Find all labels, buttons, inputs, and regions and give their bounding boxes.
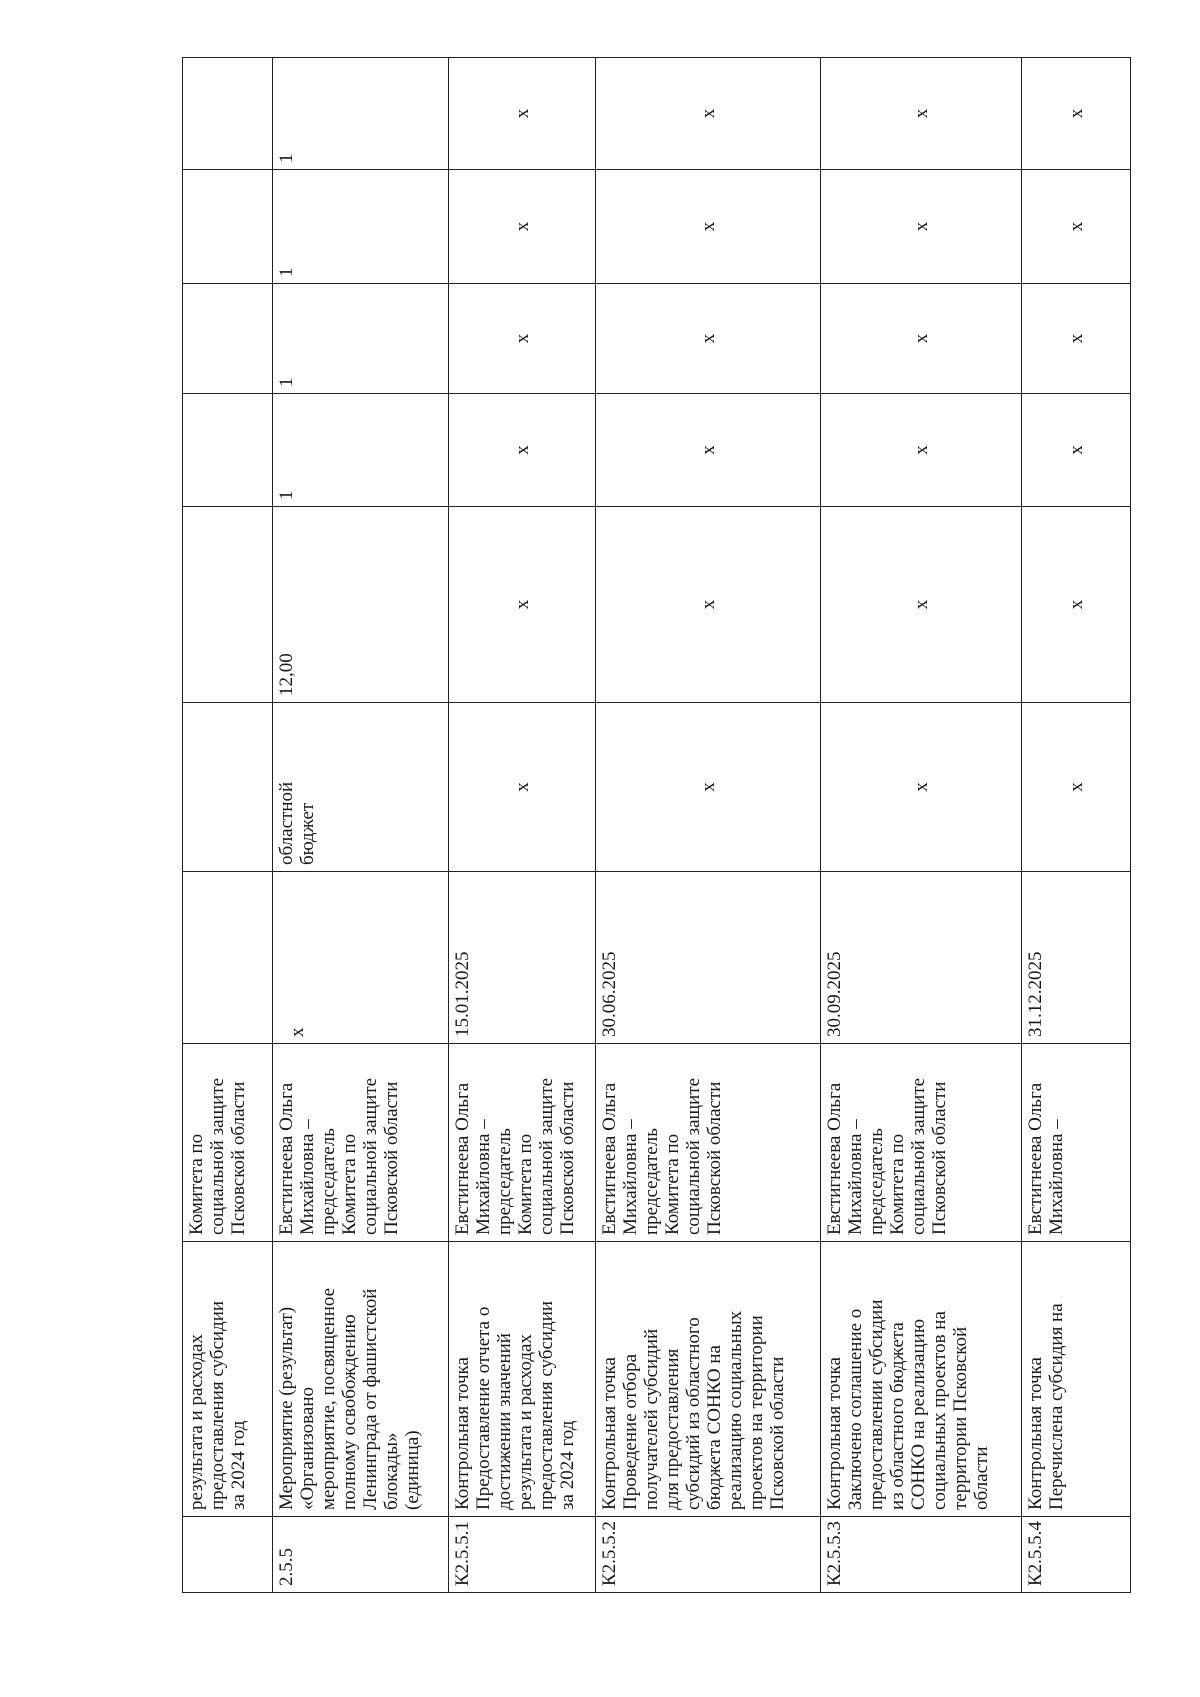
table-row-2-5-5 [273, 58, 449, 1593]
cell-responsible: Комитета по социальной защите Псковской области [183, 1044, 273, 1242]
cell-value-1: 1 [273, 394, 449, 507]
cell-responsible: Евстигнеева Ольга Михайловна – председатель Комитета по социальной защите Псковской области [596, 1044, 821, 1242]
cell-date: х [273, 872, 449, 1044]
cell-date [183, 872, 273, 1044]
cell-responsible: Евстигнеева Ольга Михайловна – председатель Комитета по социальной защите Псковской области [821, 1044, 1022, 1242]
cell-num [183, 1517, 273, 1593]
cell-value-3: х [449, 170, 596, 284]
cell-responsible: Евстигнеева Ольга Михайловна – председатель Комитета по социальной защите Псковской области [449, 1044, 596, 1242]
cell-value-2: х [596, 284, 821, 394]
cell-name: Контрольная точка Заключено соглашение о предоставлении субсидии из областного бюджета СОНКО на реализацию социальных проектов на территории Псковской области [821, 1242, 1022, 1517]
table-row-k2-5-5-4 [1022, 58, 1131, 1593]
cell-source [183, 703, 273, 872]
cell-value-4 [183, 58, 273, 170]
table-row-k2-5-5-1 [449, 58, 596, 1593]
cell-responsible: Евстигнеева Ольга Михайловна – [1022, 1044, 1131, 1242]
cell-name: Мероприятие (результат) «Организовано мероприятие, посвященное полному освобождению Ленинграда от фашистской блокады» (единица) [273, 1242, 449, 1517]
cell-value-3: х [821, 170, 1022, 284]
cell-value-4: х [821, 58, 1022, 170]
cell-amount: х [449, 507, 596, 703]
cell-value-1: х [449, 394, 596, 507]
cell-amount: 12,00 [273, 507, 449, 703]
cell-num: К2.5.5.2 [596, 1517, 821, 1593]
cell-value-3: х [596, 170, 821, 284]
cell-value-1 [183, 394, 273, 507]
cell-value-2: 1 [273, 284, 449, 394]
plan-table [182, 57, 1131, 1593]
cell-value-4: х [1022, 58, 1131, 170]
cell-value-1: х [596, 394, 821, 507]
cell-source: х [1022, 703, 1131, 872]
cell-value-2 [183, 284, 273, 394]
table-row-k2-5-5-3 [821, 58, 1022, 1593]
cell-value-3: 1 [273, 170, 449, 284]
cell-date: 30.09.2025 [821, 872, 1022, 1044]
cell-source: х [596, 703, 821, 872]
cell-num: К2.5.5.3 [821, 1517, 1022, 1593]
cell-value-2: х [449, 284, 596, 394]
cell-amount: х [821, 507, 1022, 703]
cell-date: 31.12.2025 [1022, 872, 1131, 1044]
cell-value-1: х [821, 394, 1022, 507]
cell-source: х [449, 703, 596, 872]
cell-value-3: х [1022, 170, 1131, 284]
table-row-k2-5-5-2 [596, 58, 821, 1593]
cell-num: К2.5.5.1 [449, 1517, 596, 1593]
cell-responsible: Евстигнеева Ольга Михайловна – председатель Комитета по социальной защите Псковской области [273, 1044, 449, 1242]
cell-value-1: х [1022, 394, 1131, 507]
cell-source: х [821, 703, 1022, 872]
cell-value-3 [183, 170, 273, 284]
cell-amount: х [1022, 507, 1131, 703]
cell-source: областной бюджет [273, 703, 449, 872]
cell-name: Контрольная точка Предоставление отчета о достижении значений результата и расходах предоставления субсидии за 2024 год [449, 1242, 596, 1517]
cell-num: К2.5.5.4 [1022, 1517, 1131, 1593]
cell-value-4: х [596, 58, 821, 170]
cell-amount [183, 507, 273, 703]
cell-num: 2.5.5 [273, 1517, 449, 1593]
cell-amount: х [596, 507, 821, 703]
cell-value-4: 1 [273, 58, 449, 170]
cell-value-2: х [821, 284, 1022, 394]
cell-name: Контрольная точка Проведение отбора получателей субсидий для предоставления субсидий из областного бюджета СОНКО на реализацию социальных проектов на территории Псковской области [596, 1242, 821, 1517]
cell-value-2: х [1022, 284, 1131, 394]
table-row-continuation [183, 58, 273, 1593]
cell-name: Контрольная точка Перечислена субсидия на [1022, 1242, 1131, 1517]
cell-date: 15.01.2025 [449, 872, 596, 1044]
cell-date: 30.06.2025 [596, 872, 821, 1044]
rotated-table-wrapper [182, 58, 1130, 1593]
cell-name: результата и расходах предоставления субсидии за 2024 год [183, 1242, 273, 1517]
cell-value-4: х [449, 58, 596, 170]
